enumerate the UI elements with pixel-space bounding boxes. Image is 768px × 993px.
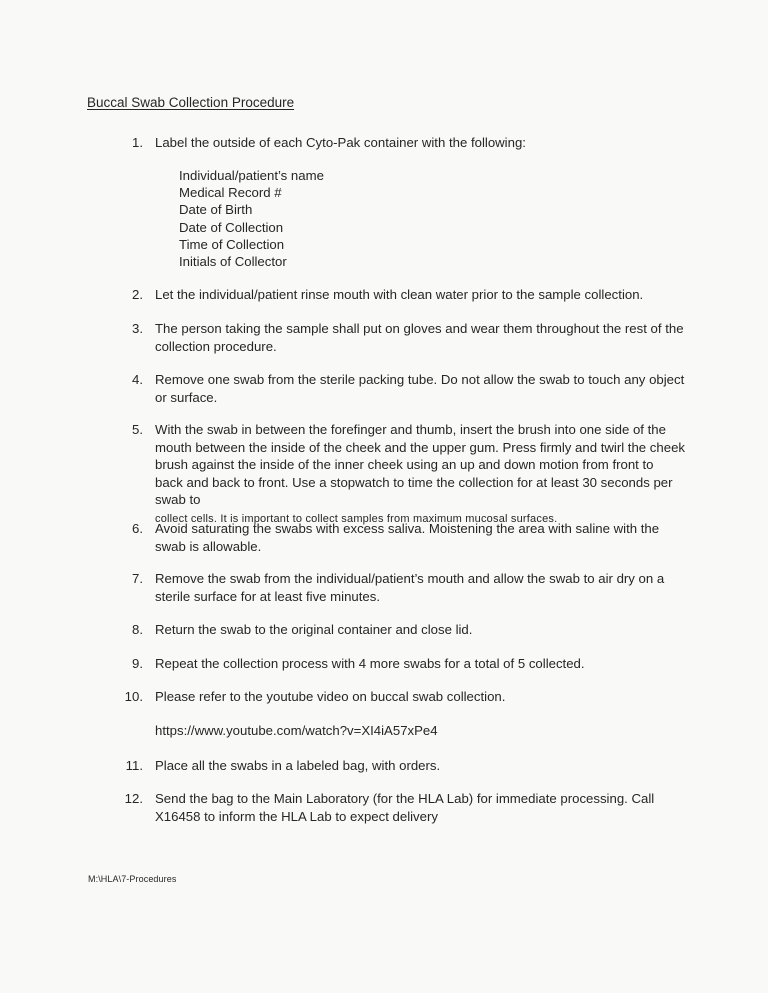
step-number: 4. [132, 372, 143, 387]
step-number: 10. [124, 689, 143, 704]
step-text: Send the bag to the Main Laboratory (for the HLA Lab) for immediate processing. Call X16458 to inform the HLA Lab to expect delivery [155, 791, 655, 824]
step-text: With the swab in between the forefinger and thumb, insert the brush into one side of the mouth between the inside of the cheek and the upper gum. Press firmly and twirl the cheek brush against the inside of the inner cheek using an up and down motion from front to back and back to front. Use a stopwatch to time the collection for at least 30 seconds per swab to [155, 422, 685, 507]
label-item: Medical Record # [179, 185, 282, 201]
label-item: Individual/patient’s name [179, 168, 324, 183]
step-number: 11. [125, 758, 143, 773]
step-text: Label the outside of each Cyto-Pak container with the following: [155, 135, 526, 150]
step-text-small: collect cells. It is important to collect samples from maximum mucosal surfaces. [155, 512, 558, 525]
step-number: 5. [132, 422, 143, 437]
label-item: Date of Collection [179, 219, 284, 235]
step-number: 12. [124, 791, 143, 806]
step-text: Let the individual/patient rinse mouth with clean water prior to the sample collection. [155, 287, 644, 302]
label-item: Initials of Collector [179, 254, 287, 270]
step-number: 3. [132, 321, 143, 336]
step-number: 7. [132, 571, 143, 586]
label-items-list [179, 167, 324, 270]
step-number: 2. [132, 287, 143, 302]
step-text: Remove one swab from the sterile packing tube. Do not allow the swab to touch any object or surface. [155, 372, 685, 405]
step-text: Place all the swabs in a labeled bag, with orders. [155, 758, 441, 773]
document-title: Buccal Swab Collection Procedure [87, 95, 295, 110]
step-text: Repeat the collection process with 4 more swabs for a total of 5 collected. [155, 656, 585, 671]
video-link[interactable]: https://www.youtube.com/watch?v=XI4iA57xPe4 [155, 723, 438, 738]
step-number: 9. [132, 656, 143, 671]
step-text: Avoid saturating the swabs with excess saliva. Moistening the area with saline with the swab is allowable. [155, 521, 660, 554]
footer-path: M:\HLA\7-Procedures [88, 874, 177, 884]
step-number: 1. [132, 135, 143, 150]
step-text: Remove the swab from the individual/patient’s mouth and allow the swab to air dry on a sterile surface for at least five minutes. [155, 571, 665, 604]
step-text: Please refer to the youtube video on buccal swab collection. [155, 689, 506, 704]
step-text-block [155, 421, 685, 528]
label-item: Time of Collection [179, 236, 285, 252]
label-item: Date of Birth [179, 202, 253, 218]
step-text: Return the swab to the original container and close lid. [155, 622, 473, 637]
step-number: 6. [132, 521, 143, 536]
step-number: 8. [132, 622, 143, 637]
step-text: The person taking the sample shall put on gloves and wear them throughout the rest of the collection procedure. [155, 321, 684, 354]
